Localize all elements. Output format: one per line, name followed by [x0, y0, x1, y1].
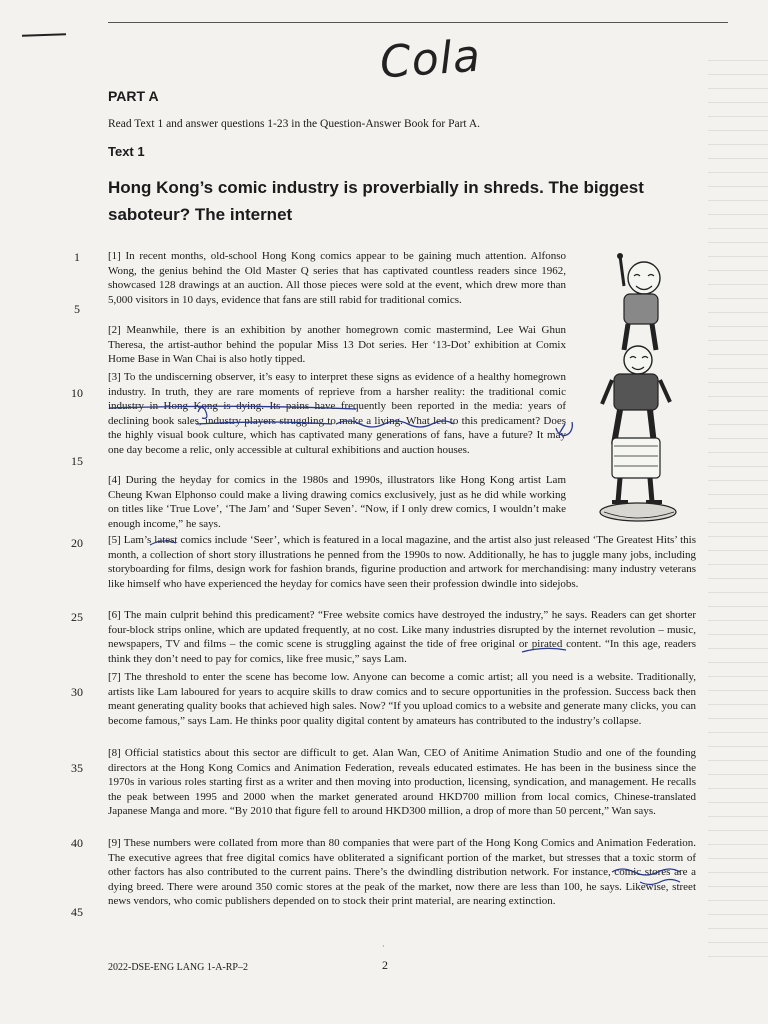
instruction-text: Read Text 1 and answer questions 1-23 in the Question-Answer Book for Part A.: [108, 118, 481, 130]
line-number: 25: [71, 610, 83, 624]
paragraph-8: [8] Official statistics about this sector are difficult to get. Alan Wan, CEO of Anitime Animation Studio and one of the founding directors at the Hong Kong Comics and Animation Federation, reveals educated estimates. He has been in the business since the 1970s in various roles starting first as a writer and then moving into production, licensing, syndication, and management. He recalls the peak between 1995 and 2000 when the market generated around HKD700 million from local comics, Chinese-translated Japanese Manga and more. “By 2010 that figure fell to around HKD300 million, a drop of more than 50 percent,” Wan says.: [108, 747, 696, 818]
part-title: PART A: [108, 88, 159, 104]
footer-page-number: 2: [382, 958, 388, 972]
line-number: 40: [71, 836, 83, 850]
paragraph-6: [6] The main culprit behind this predicament? “Free website comics have destroyed the industry,” he says. Readers can get shorter four-block strips online, which are updated frequently, at no cost. Like many industries disrupted by the internet revolution – music, newspapers, TV and films – the comic scene is struggling against the tide of free original or pirated content. “In this age, readers think they don’t need to pay for comics, like free music,” says Lam.: [108, 609, 696, 665]
corner-pen-mark: [22, 33, 66, 37]
line-number: 1: [74, 250, 80, 264]
paragraph-1: [1] In recent months, old-school Hong Kong comics appear to be gaining much attention. Alfonso Wong, the genius behind the Old Master Q series that has captivated countless readers since 1962, showcased 128 drawings at an auction. All those pieces were sold at the event, which drew more than 5,000 visitors in 10 days, evidence that fans are still rabid for traditional comics.: [108, 250, 566, 306]
line-number: 20: [71, 536, 83, 550]
paragraph-9: [9] These numbers were collated from more than 80 companies that were part of the Hong Kong Comics and Animation Federation. The executive agrees that free digital comics have obliterated a significant portion of the market, but stresses that a toxic storm of other factors has also contributed to the current pains. There’s the dwindling distribution network. For instance, comic stores are a dying breed. There were around 350 comic stores at the peak of the market, now there are less than 100, he says. Likewise, street news vendors, who comic publishers depended on to stock their print material, are nearing extinction.: [108, 837, 696, 908]
handwritten-name: Cola: [378, 30, 483, 89]
line-number: 10: [71, 386, 83, 400]
article-headline: Hong Kong’s comic industry is proverbially in shreds. The biggest saboteur? The internet: [108, 178, 644, 224]
line-number: 30: [71, 685, 83, 699]
text-label: Text 1: [108, 144, 145, 159]
line-number: 45: [71, 905, 83, 919]
scan-speck: ·: [382, 942, 385, 951]
line-number: 15: [71, 454, 83, 468]
comic-figure-illustration: [594, 250, 684, 525]
paragraph-5: [5] Lam’s latest comics include ‘Seer’, which is featured in a local magazine, and the artist also just released ‘The Greatest Hits’ this month, a collection of short story illustrations he penned from the 1990s to now. Additionally, he has to juggle many jobs, including storyboarding for films, design work for fashion brands, figurine production and artwork for merchandising: many industry veterans like himself who have experienced the heyday for comics have seen their profession dwindle into sidejobs.: [108, 534, 696, 590]
paragraph-2: [2] Meanwhile, there is an exhibition by another homegrown comic mastermind, Lee Wai Ghun Theresa, the artist-author behind the popular Miss 13 Dot series. Her ‘13-Dot’ exhibition at Comix Home Base in Wan Chai is also hotly tipped.: [108, 324, 566, 366]
footer-paper-code: 2022-DSE-ENG LANG 1-A-RP–2: [108, 962, 248, 973]
top-rule: [108, 22, 728, 23]
line-number: 35: [71, 761, 83, 775]
paragraph-3: [3] To the undiscerning observer, it’s easy to interpret these signs as evidence of a healthy homegrown industry. In truth, they are rare moments of reprieve from a harsher reality: the traditional comic industry in Hong Kong is dying. Its pains have frequently been reported in the media: years of declining book sales, industry players struggling to make a living. What led to this predicament? Does the highly visual book culture, which has captivated many generations of fans, have a future? It may one day become a relic, only accessible at cultural exhibitions and auction houses.: [108, 371, 566, 456]
show-through-text: [708, 60, 768, 960]
line-number: 5: [74, 302, 80, 316]
paragraph-7: [7] The threshold to enter the scene has become low. Anyone can become a comic artist; all you need is a website. Traditionally, artists like Lam laboured for years to acquire skills to draw comics and to secure opportunities in the profession. Success back then meant generating quality books that achieved high sales. Now? “If you upload comics to a website and generate many clicks, you can become famous,” says Lam. He thinks poor quality digital content by amateurs has contributed to the industry’s collapse.: [108, 671, 697, 727]
paragraph-4: [4] During the heyday for comics in the 1980s and 1990s, illustrators like Hong Kong artist Lam Cheung Kwan Elphonso could make a living drawing comics exclusively, just as he did while working on titles like ‘True Love’, ‘The Jam’ and ‘Super Seven’. “Now, if I only drew comics, I wouldn’t make enough income,” he says.: [108, 474, 566, 530]
